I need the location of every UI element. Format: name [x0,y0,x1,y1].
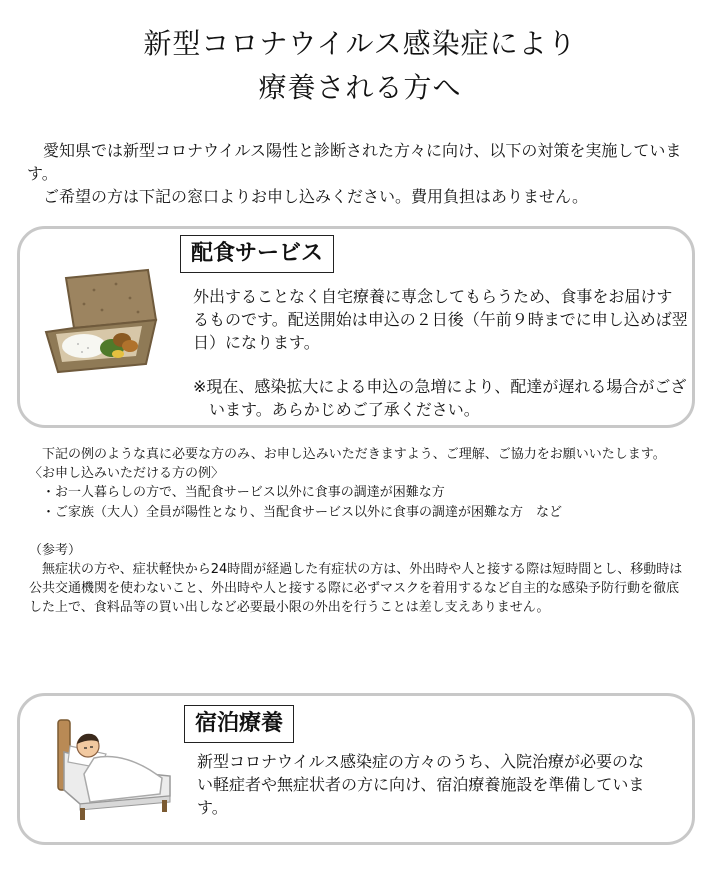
reference-heading: （参考） [29,542,82,558]
example-item: ・ご家族（大人）全員が陽性となり、当配食サービス以外に食事の調達が困難な方 など [42,504,563,520]
bed-patient-icon [50,712,176,824]
eligibility-lead: 下記の例のような真に必要な方のみ、お申し込みいただきますよう、ご理解、ご協力をお願いいたします。 [42,447,666,462]
title-line-2: 療養される方へ [258,71,462,104]
eligibility-section [29,445,689,618]
intro-text [27,139,697,208]
lunchbox-icon [38,268,162,376]
meal-service-description: 外出することなく自宅療養に専念してもらうため、食事をお届けするものです。配送開始は申込の２日後（午前９時までに申し込めば翌日）になります。 [193,287,688,352]
meal-service-note: ※現在、感染拡大による申込の急増により、配達が遅れる場合がございます。あらかじめご了承ください。 [193,377,687,419]
examples-heading: 〈お申し込みいただける方の例〉 [29,466,225,482]
intro-paragraph-1: 愛知県では新型コロナウイルス陽性と診断された方々に向け、以下の対策を実施しています。 [27,141,682,183]
reference-text: 無症状の方や、症状軽快から24時間が経過した有症状の方は、外出時や人と接する際は短時間とし、移動時は公共交通機関を使わないこと、外出時や人と接する際に必ずマスクを着用するなど自主的な感染予防行動を徹底した上で、食料品等の買い出しなど必要最小限の外出を行うことは差し支えありません。 [29,562,683,616]
meal-service-label: 配食サービス [180,235,334,273]
page-title [0,22,720,110]
accommodation-description: 新型コロナウイルス感染症の方々のうち、入院治療が必要のない軽症者や無症状者の方に向け、宿泊療養施設を準備しています。 [197,752,645,817]
meal-service-body [193,285,688,421]
title-line-1: 新型コロナウイルス感染症により [143,27,577,60]
accommodation-label: 宿泊療養 [184,705,294,743]
example-item: ・お一人暮らしの方で、当配食サービス以外に食事の調達が困難な方 [42,485,445,501]
intro-paragraph-2: ご希望の方は下記の窓口よりお申し込みください。費用負担はありません。 [43,187,588,206]
